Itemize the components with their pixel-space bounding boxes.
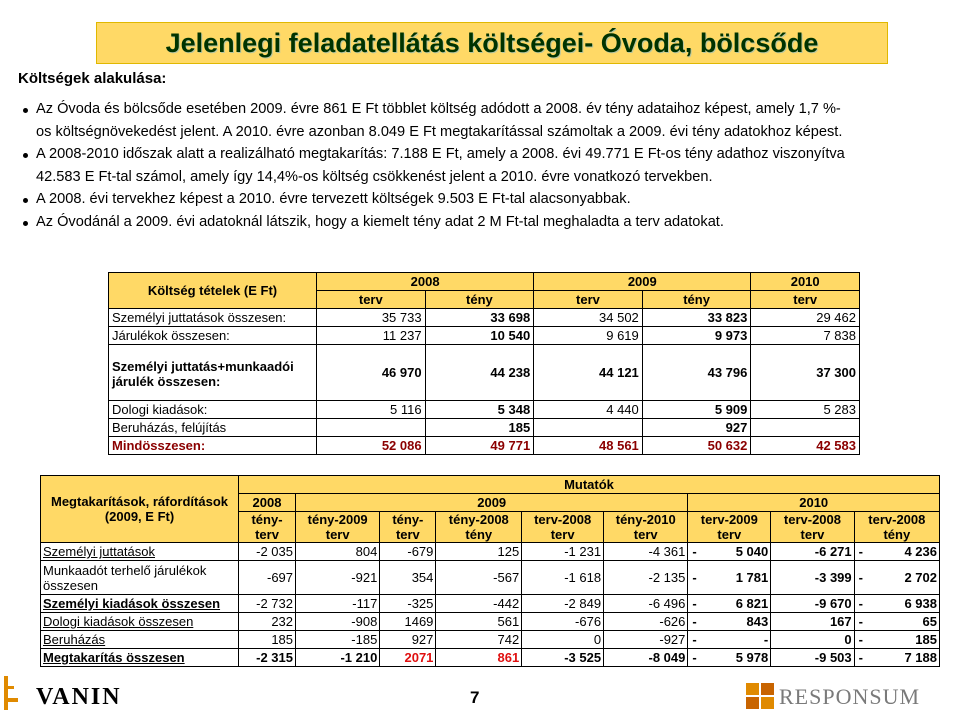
- cell-sign: -: [854, 613, 865, 631]
- column-header: terv-2008 terv: [771, 512, 854, 543]
- column-header: tény-2010 terv: [604, 512, 688, 543]
- cell-value: -908: [296, 613, 380, 631]
- cell-value: -6 496: [604, 595, 688, 613]
- cell-value: -117: [296, 595, 380, 613]
- responsum-logo-mark: [745, 682, 775, 710]
- cell-sign: -: [688, 595, 699, 613]
- cell-value: 5 978: [699, 649, 771, 667]
- cell-value: 11 237: [317, 327, 426, 345]
- cell-value: 9 973: [642, 327, 751, 345]
- table-row: [109, 401, 860, 419]
- bullet-line: Az Óvodánál a 2009. évi adatoknál látszik, hogy a kiemelt tény adat 2 M Ft-tal meghaladta a terv adatokat.: [36, 213, 724, 230]
- cell-value: 4 440: [534, 401, 643, 419]
- row-label: Személyi juttatások: [41, 543, 239, 561]
- bullet-list: [20, 98, 950, 234]
- cost-table: [108, 272, 860, 455]
- cell-value: 7 188: [865, 649, 940, 667]
- responsum-logo: [745, 682, 945, 710]
- cell-value: 5 348: [425, 401, 534, 419]
- cell-value: 65: [865, 613, 940, 631]
- cell-value: 33 698: [425, 309, 534, 327]
- cell-sign: [771, 649, 781, 667]
- row-label: Beruházás, felújítás: [109, 419, 317, 437]
- cell-value: 44 121: [534, 345, 643, 401]
- cell-value: 43 796: [642, 345, 751, 401]
- column-header: terv-2008 tény: [854, 512, 939, 543]
- cell-value: -1 618: [522, 561, 604, 595]
- cell-value: 6 821: [699, 595, 771, 613]
- table-row: [109, 437, 860, 455]
- cell-value: -185: [296, 631, 380, 649]
- cell-value: 7 838: [751, 327, 860, 345]
- cell-value: -9 670: [781, 595, 854, 613]
- cell-sign: -: [688, 561, 699, 595]
- cell-value: 185: [865, 631, 940, 649]
- column-header: terv-2008 terv: [522, 512, 604, 543]
- column-header: tény-2008 tény: [436, 512, 522, 543]
- table-group-header: Mutatók: [239, 476, 940, 494]
- year-header: 2010: [688, 494, 940, 512]
- table-row: [41, 613, 940, 631]
- page-title: Jelenlegi feladatellátás költségei- Óvoda, bölcsőde: [165, 28, 819, 58]
- bullet-item: [20, 211, 950, 234]
- row-label: Munkaadót terhelő járulékok összesen: [41, 561, 239, 595]
- row-label: Járulékok összesen:: [109, 327, 317, 345]
- cell-value: -1 210: [296, 649, 380, 667]
- cell-value: -2 315: [239, 649, 296, 667]
- cell-sign: -: [854, 561, 865, 595]
- cell-value: [317, 419, 426, 437]
- cell-value: 185: [239, 631, 296, 649]
- cell-value: -4 361: [604, 543, 688, 561]
- column-header: tény: [642, 291, 751, 309]
- cell-value: 42 583: [751, 437, 860, 455]
- bullet-item: [20, 98, 950, 143]
- cell-value: -8 049: [604, 649, 688, 667]
- cell-value: 5 283: [751, 401, 860, 419]
- table-corner-label: Megtakarítások, ráfordítások (2009, E Ft): [41, 476, 239, 543]
- bullet-line: A 2008-2010 időszak alatt a realizálható megtakarítás: 7.188 E Ft, amely a 2008. évi 49.771 E Ft-os tény adathoz viszonyítva: [36, 146, 845, 163]
- cell-value: -2 035: [239, 543, 296, 561]
- cell-value: 9 619: [534, 327, 643, 345]
- cell-value: 125: [436, 543, 522, 561]
- cell-value: -679: [380, 543, 436, 561]
- cell-value: -567: [436, 561, 522, 595]
- vanin-logo-mark: [4, 676, 18, 710]
- row-label: Dologi kiadások összesen: [41, 613, 239, 631]
- bullet-line: Az Óvoda és bölcsőde esetében 2009. évre 861 E Ft többlet költség adódott a 2008. év tény adataihoz képest, amely 1,7 %-: [36, 101, 841, 117]
- cell-sign: [771, 631, 781, 649]
- cell-value: 561: [436, 613, 522, 631]
- cell-sign: -: [688, 631, 699, 649]
- cell-value: 804: [296, 543, 380, 561]
- cell-sign: -: [854, 649, 865, 667]
- bullet-line: os költségnövekedést jelent. A 2010. évre azonban 8.049 E Ft megtakarítással számoltak a 2009. évi tény adatokhoz képest.: [36, 123, 843, 140]
- cell-value: 742: [436, 631, 522, 649]
- cell-value: -442: [436, 595, 522, 613]
- year-header: 2009: [296, 494, 688, 512]
- column-header: terv-2009 terv: [688, 512, 771, 543]
- cell-value: 167: [781, 613, 854, 631]
- cell-value: 46 970: [317, 345, 426, 401]
- cell-value: 10 540: [425, 327, 534, 345]
- page-number: 7: [470, 688, 480, 707]
- cell-value: -927: [604, 631, 688, 649]
- cell-value: 29 462: [751, 309, 860, 327]
- year-header: 2008: [239, 494, 296, 512]
- cell-value: 1 781: [699, 561, 771, 595]
- row-label: Személyi juttatás+munkaadói járulék összesen:: [109, 345, 317, 401]
- bullet-item: [20, 188, 950, 211]
- cell-sign: -: [688, 613, 699, 631]
- column-header: terv: [317, 291, 426, 309]
- table-row: [109, 345, 860, 401]
- year-header: 2009: [534, 273, 751, 291]
- row-label: Mindösszesen:: [109, 437, 317, 455]
- cell-value: 5 040: [699, 543, 771, 561]
- table-row: [109, 327, 860, 345]
- table-row: [41, 649, 940, 667]
- cell-value: 44 238: [425, 345, 534, 401]
- cell-value: -: [699, 631, 771, 649]
- column-header: tény-terv: [380, 512, 436, 543]
- cell-value: 6 938: [865, 595, 940, 613]
- cell-value: 37 300: [751, 345, 860, 401]
- cell-value: 2 702: [865, 561, 940, 595]
- table-corner-label: Költség tételek (E Ft): [109, 273, 317, 309]
- cell-value: -921: [296, 561, 380, 595]
- cell-value: -3 399: [781, 561, 854, 595]
- vanin-logo: VANIN: [36, 684, 122, 710]
- cell-value: 843: [699, 613, 771, 631]
- table-row: [41, 561, 940, 595]
- cell-value: 5 116: [317, 401, 426, 419]
- row-label: Megtakarítás összesen: [41, 649, 239, 667]
- responsum-logo-text: RESPONSUM: [779, 684, 921, 709]
- table-row: [109, 419, 860, 437]
- cell-value: 185: [425, 419, 534, 437]
- cell-value: 33 823: [642, 309, 751, 327]
- cell-value: 52 086: [317, 437, 426, 455]
- column-header: tény-terv: [239, 512, 296, 543]
- cell-sign: [771, 595, 781, 613]
- cell-value: 4 236: [865, 543, 940, 561]
- cell-sign: -: [854, 595, 865, 613]
- cell-value: 5 909: [642, 401, 751, 419]
- cell-value: -2 849: [522, 595, 604, 613]
- cell-value: -676: [522, 613, 604, 631]
- cell-value: [751, 419, 860, 437]
- cell-value: -6 271: [781, 543, 854, 561]
- section-subtitle: Költségek alakulása:: [18, 70, 167, 87]
- cell-sign: [771, 561, 781, 595]
- cell-value: 1469: [380, 613, 436, 631]
- cell-sign: -: [688, 543, 699, 561]
- cell-value: 48 561: [534, 437, 643, 455]
- cell-value: -697: [239, 561, 296, 595]
- year-header: 2008: [317, 273, 534, 291]
- cell-sign: -: [688, 649, 699, 667]
- bullet-line: 42.583 E Ft-tal számol, amely így 14,4%-os költség csökkenést jelent a 2010. évre vonatkozó tervekben.: [36, 168, 713, 185]
- year-header: 2010: [751, 273, 860, 291]
- cell-value: -2 732: [239, 595, 296, 613]
- row-label: Beruházás: [41, 631, 239, 649]
- bullet-item: [20, 143, 950, 188]
- cell-sign: -: [854, 543, 865, 561]
- savings-table: [40, 475, 940, 667]
- cell-value: [534, 419, 643, 437]
- cell-value: 927: [380, 631, 436, 649]
- cell-value: 2071: [380, 649, 436, 667]
- cell-sign: [771, 613, 781, 631]
- column-header: tény: [425, 291, 534, 309]
- column-header: tény-2009 terv: [296, 512, 380, 543]
- cell-value: 50 632: [642, 437, 751, 455]
- row-label: Személyi juttatások összesen:: [109, 309, 317, 327]
- bullet-line: A 2008. évi tervekhez képest a 2010. évre tervezett költségek 9.503 E Ft-tal alacsonyabbak.: [36, 191, 631, 208]
- cell-sign: -: [854, 631, 865, 649]
- column-header: terv: [751, 291, 860, 309]
- cell-value: -325: [380, 595, 436, 613]
- cell-value: 49 771: [425, 437, 534, 455]
- cell-value: 34 502: [534, 309, 643, 327]
- cell-value: -9 503: [781, 649, 854, 667]
- cell-value: 35 733: [317, 309, 426, 327]
- cell-value: 0: [522, 631, 604, 649]
- table-row: [109, 309, 860, 327]
- row-label: Dologi kiadások:: [109, 401, 317, 419]
- table-row: [41, 631, 940, 649]
- cell-value: 354: [380, 561, 436, 595]
- cell-value: 232: [239, 613, 296, 631]
- cell-value: 0: [781, 631, 854, 649]
- row-label: Személyi kiadások összesen: [41, 595, 239, 613]
- cell-value: -1 231: [522, 543, 604, 561]
- cell-sign: [771, 543, 781, 561]
- column-header: terv: [534, 291, 643, 309]
- cell-value: -2 135: [604, 561, 688, 595]
- table-row: [41, 595, 940, 613]
- cell-value: -3 525: [522, 649, 604, 667]
- table-row: [41, 543, 940, 561]
- cell-value: -626: [604, 613, 688, 631]
- cell-value: 861: [436, 649, 522, 667]
- cell-value: 927: [642, 419, 751, 437]
